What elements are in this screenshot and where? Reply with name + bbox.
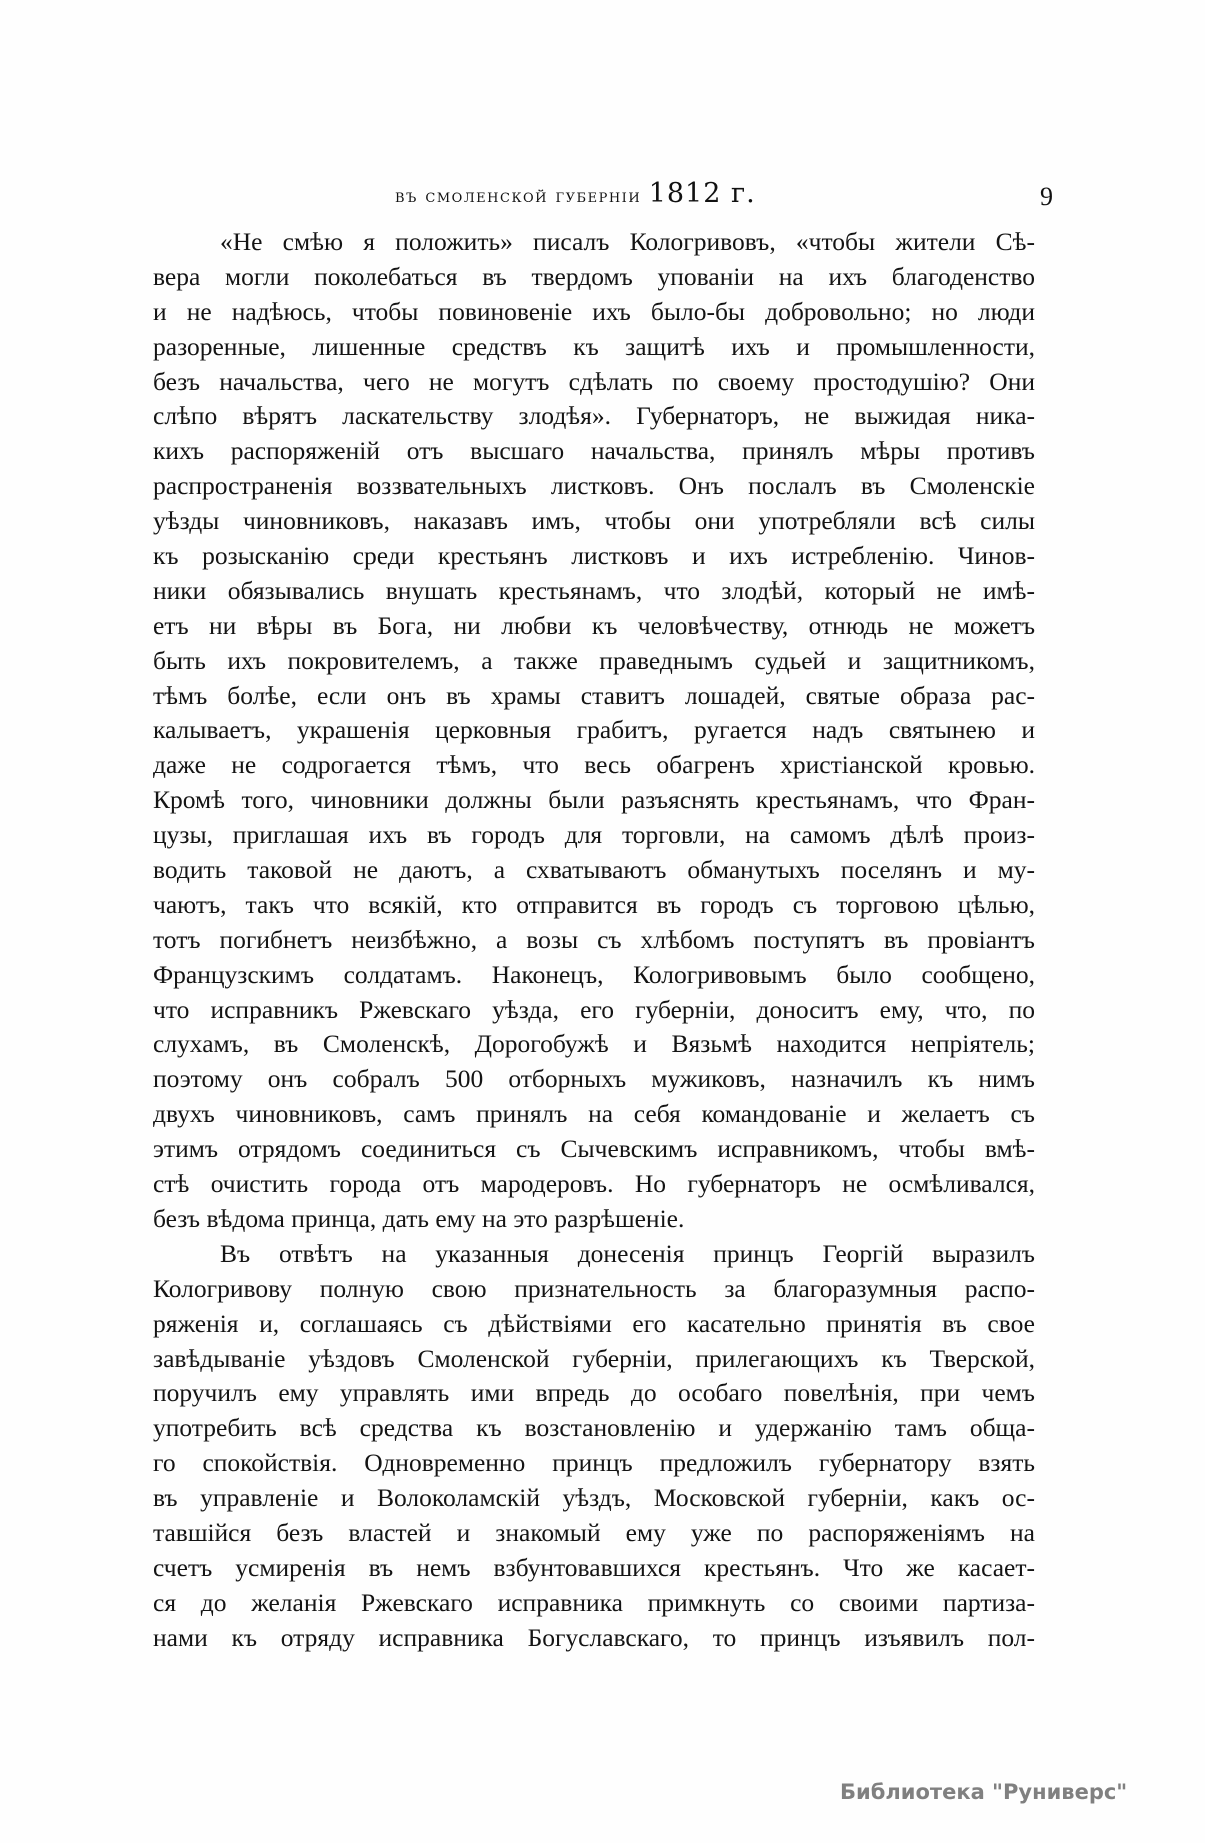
text-line: двухъ чиновниковъ, самъ принялъ на себя командованіе и желаетъ съ [153,1099,1035,1129]
text-line: ся до желанія Ржевскаго исправника примкнуть со своими партиза- [153,1587,1035,1617]
text-line: быть ихъ покровителемъ, а также праведнымъ судьей и защитникомъ, [153,645,1035,675]
text-line: уѣзды чиновниковъ, наказавъ имъ, чтобы они употребляли всѣ силы [153,506,1035,536]
text-line: тотъ погибнетъ неизбѣжно, а возы съ хлѣбомъ поступятъ въ провіантъ [153,924,1035,954]
text-line: слѣпо вѣрятъ ласкательству злодѣя». Губернаторъ, не выжидая ника- [153,401,1035,431]
text-line: кихъ распоряженій отъ высшаго начальства, принялъ мѣры противъ [153,436,1035,466]
text-line: калываетъ, украшенія церковныя грабитъ, ругается надъ святынею и [153,715,1035,745]
text-line: ники обязывались внушать крестьянамъ, что злодѣй, который не имѣ- [153,575,1035,605]
text-line: даже не содрогается тѣмъ, что весь обагренъ христіанской кровью. [153,750,1035,780]
text-line: нами къ отряду исправника Богуславскаго, то принцъ изъявилъ пол- [153,1622,1035,1652]
text-line: распространенія воззвательныхъ листковъ. Онъ послалъ въ Смоленскіе [153,471,1035,501]
text-line: вера могли поколебаться въ твердомъ упованіи на ихъ благоденство [153,261,1035,291]
text-line: ряженія и, соглашаясь съ дѣйствіями его касательно принятія въ свое [153,1308,1035,1338]
running-title: въ смоленской губерніи [395,185,642,207]
text-line: въ управленіе и Волоколамскій уѣздъ, Московской губерніи, какъ ос- [153,1483,1035,1513]
text-line: что исправникъ Ржевскаго уѣзда, его губерніи, доноситъ ему, что, по [153,994,1035,1024]
text-line: безъ вѣдома принца, дать ему на это разрѣшеніе. [153,1203,685,1233]
text-line: счетъ усмиренія въ немъ взбунтовавшихся крестьянъ. Что же касает- [153,1552,1035,1582]
running-header [395,178,756,209]
text-line: чаютъ, такъ что всякій, кто отправится въ городъ съ торговою цѣлью, [153,889,1035,919]
body-text [153,225,1035,1656]
text-line: тавшійся безъ властей и знакомый ему уже по распоряженіямъ на [153,1517,1035,1547]
text-line: Кромѣ того, чиновники должны были разъяснять крестьянамъ, что Фран- [153,785,1035,815]
text-line: Кологривову полную свою признательность за благоразумныя распо- [153,1273,1035,1303]
text-line: слухамъ, въ Смоленскѣ, Дорогобужѣ и Вязьмѣ находится непріятель; [153,1029,1035,1059]
text-line: разоренные, лишенные средствъ къ защитѣ ихъ и промышленности, [153,331,1035,361]
text-line: Въ отвѣтъ на указанныя донесенія принцъ Георгій выразилъ [220,1238,1035,1268]
text-line: тѣмъ болѣе, если онъ въ храмы ставитъ лошадей, святые образа рас- [153,680,1035,710]
text-line: етъ ни вѣры въ Бога, ни любви къ человѣчеству, отнюдь не можетъ [153,610,1035,640]
text-line: употребить всѣ средства къ возстановленію и удержанію тамъ обща- [153,1413,1035,1443]
text-line: «Не смѣю я положить» писалъ Кологривовъ, «чтобы жители Сѣ- [220,227,1035,256]
text-line: этимъ отрядомъ соединиться съ Сычевскимъ исправникомъ, чтобы вмѣ- [153,1134,1035,1164]
header-year: 1812 г. [648,178,756,209]
text-line: Французскимъ солдатамъ. Наконецъ, Кологривовымъ было сообщено, [153,959,1035,989]
text-line: водить таковой не даютъ, а схватываютъ обманутыхъ поселянъ и му- [153,855,1035,885]
page-number: 9 [1040,182,1053,211]
text-line: и не надѣюсь, чтобы повиновеніе ихъ было-бы добровольно; но люди [153,296,1035,326]
text-line: го спокойствія. Одновременно принцъ предложилъ губернатору взять [153,1448,1035,1478]
text-line: поручилъ ему управлять ими впредь до особаго повелѣнія, при чемъ [153,1378,1035,1408]
text-line: стѣ очистить города отъ мародеровъ. Но губернаторъ не осмѣливался, [153,1169,1035,1199]
text-line: къ розысканію среди крестьянъ листковъ и ихъ истребленію. Чинов- [153,541,1035,571]
text-line: безъ начальства, чего не могутъ сдѣлать по своему простодушію? Они [153,366,1035,396]
library-watermark: Библиотека "Руниверс" [840,1780,1128,1804]
text-line: завѣдываніе уѣздовъ Смоленской губерніи, прилегающихъ къ Тверской, [153,1343,1035,1373]
text-line: цузы, приглашая ихъ въ городъ для торговли, на самомъ дѣлѣ произ- [153,820,1035,850]
text-line: поэтому онъ собралъ 500 отборныхъ мужиковъ, назначилъ къ нимъ [153,1064,1035,1094]
